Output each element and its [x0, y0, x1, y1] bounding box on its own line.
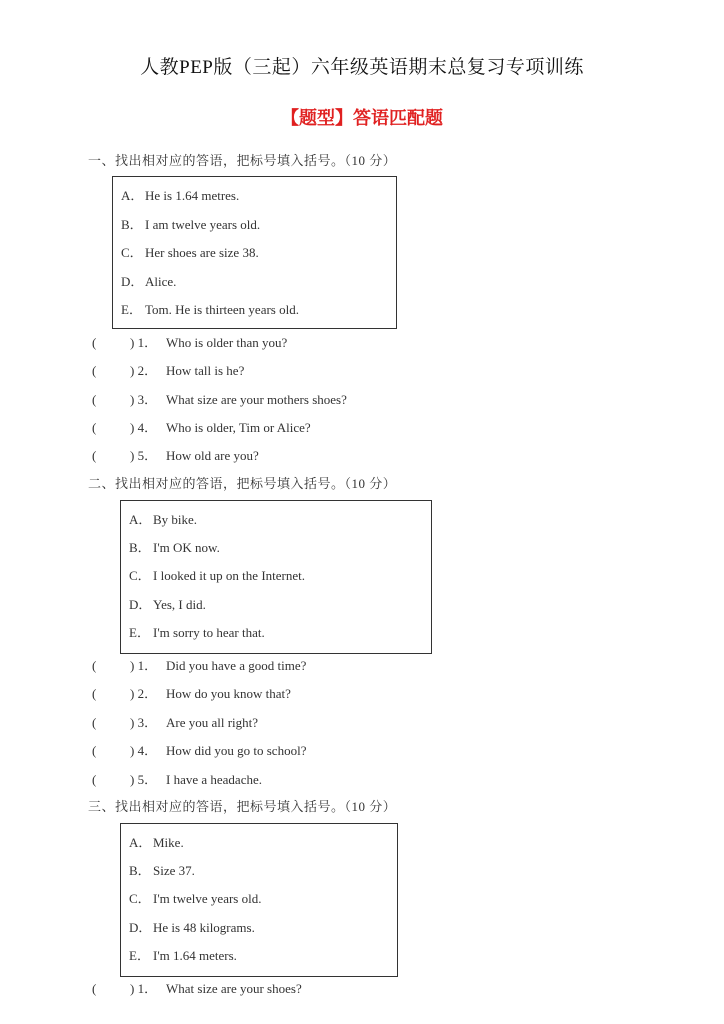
option-a — [129, 832, 184, 851]
option-text: He is 48 kilograms. — [153, 920, 255, 935]
option-d — [129, 594, 206, 613]
option-text: I'm twelve years old. — [153, 891, 262, 906]
option-text: I'm sorry to hear that. — [153, 625, 265, 640]
question-text: Are you all right? — [166, 715, 259, 730]
option-b — [121, 214, 260, 233]
answer-blank[interactable]: ( — [92, 363, 97, 378]
section-2-options-box — [120, 500, 432, 654]
question-text: Who is older, Tim or Alice? — [166, 420, 311, 435]
option-label: D． — [121, 274, 144, 289]
option-label: D． — [129, 920, 152, 935]
question-row — [92, 978, 302, 997]
question-number: ) 5． — [130, 772, 158, 787]
question-text: How old are you? — [166, 448, 259, 463]
question-text: What size are your shoes? — [166, 981, 302, 996]
document-title: 人教PEP版（三起）六年级英语期末总复习专项训练 — [140, 57, 584, 78]
question-number: ) 4． — [130, 743, 158, 758]
option-label: D． — [129, 597, 152, 612]
option-c — [129, 888, 261, 907]
option-e — [129, 945, 237, 964]
answer-blank[interactable]: ( — [92, 335, 97, 350]
option-label: E． — [129, 625, 150, 640]
answer-blank[interactable]: ( — [92, 658, 97, 673]
option-text: Her shoes are size 38. — [145, 245, 259, 260]
option-label: E． — [121, 302, 142, 317]
answer-blank[interactable]: ( — [92, 392, 97, 407]
question-number: ) 3． — [130, 392, 158, 407]
question-number: ) 1． — [130, 335, 158, 350]
option-a — [121, 185, 239, 204]
question-row — [92, 769, 262, 788]
answer-blank[interactable]: ( — [92, 743, 97, 758]
question-row — [92, 655, 306, 674]
question-text: I have a headache. — [166, 772, 262, 787]
option-text: He is 1.64 metres. — [145, 188, 240, 203]
section-3-heading: 三、找出相对应的答语，把标号填入括号。（10 分） — [88, 799, 397, 814]
option-label: B． — [129, 863, 151, 878]
option-c — [121, 242, 259, 261]
option-text: By bike. — [153, 512, 198, 527]
option-b — [129, 860, 195, 879]
option-label: B． — [121, 217, 143, 232]
question-row — [92, 360, 244, 379]
option-label: C． — [121, 245, 143, 260]
question-row — [92, 712, 258, 731]
question-text: Who is older than you? — [166, 335, 288, 350]
answer-blank[interactable]: ( — [92, 686, 97, 701]
answer-blank[interactable]: ( — [92, 420, 97, 435]
option-label: A． — [129, 835, 152, 850]
option-label: C． — [129, 568, 151, 583]
question-text: How tall is he? — [166, 363, 245, 378]
option-d — [121, 271, 176, 290]
question-number: ) 2． — [130, 363, 158, 378]
question-number: ) 4． — [130, 420, 158, 435]
option-label: B． — [129, 540, 151, 555]
answer-blank[interactable]: ( — [92, 981, 97, 996]
option-c — [129, 565, 305, 584]
question-text: Did you have a good time? — [166, 658, 307, 673]
question-row — [92, 445, 259, 464]
question-row — [92, 683, 291, 702]
section-3-options-box — [120, 823, 398, 977]
option-label: C． — [129, 891, 151, 906]
question-text: How do you know that? — [166, 686, 291, 701]
question-number: ) 1． — [130, 658, 158, 673]
question-row — [92, 417, 311, 436]
option-label: E． — [129, 948, 150, 963]
answer-blank[interactable]: ( — [92, 715, 97, 730]
question-text: How did you go to school? — [166, 743, 307, 758]
section-1-heading: 一、找出相对应的答语，把标号填入括号。（10 分） — [88, 153, 397, 168]
option-d — [129, 917, 255, 936]
section-2-heading: 二、找出相对应的答语，把标号填入括号。（10 分） — [88, 476, 397, 491]
option-text: I looked it up on the Internet. — [153, 568, 305, 583]
question-number: ) 5． — [130, 448, 158, 463]
option-text: Yes, I did. — [153, 597, 206, 612]
option-e — [121, 299, 299, 318]
option-e — [129, 622, 265, 641]
answer-blank[interactable]: ( — [92, 772, 97, 787]
option-text: I'm OK now. — [153, 540, 220, 555]
question-row — [92, 332, 287, 351]
question-text: What size are your mothers shoes? — [166, 392, 347, 407]
question-row — [92, 389, 347, 408]
option-b — [129, 537, 220, 556]
option-text: I am twelve years old. — [145, 217, 261, 232]
option-a — [129, 509, 197, 528]
question-number: ) 3． — [130, 715, 158, 730]
option-label: A． — [121, 188, 144, 203]
option-text: Tom. He is thirteen years old. — [145, 302, 299, 317]
question-type-subtitle: 【题型】答语匹配题 — [281, 108, 443, 129]
question-number: ) 1． — [130, 981, 158, 996]
option-text: Alice. — [145, 274, 177, 289]
question-number: ) 2． — [130, 686, 158, 701]
question-row — [92, 740, 306, 759]
option-text: Size 37. — [153, 863, 195, 878]
option-label: A． — [129, 512, 152, 527]
option-text: Mike. — [153, 835, 184, 850]
option-text: I'm 1.64 meters. — [153, 948, 237, 963]
section-1-options-box — [112, 176, 397, 329]
answer-blank[interactable]: ( — [92, 448, 97, 463]
